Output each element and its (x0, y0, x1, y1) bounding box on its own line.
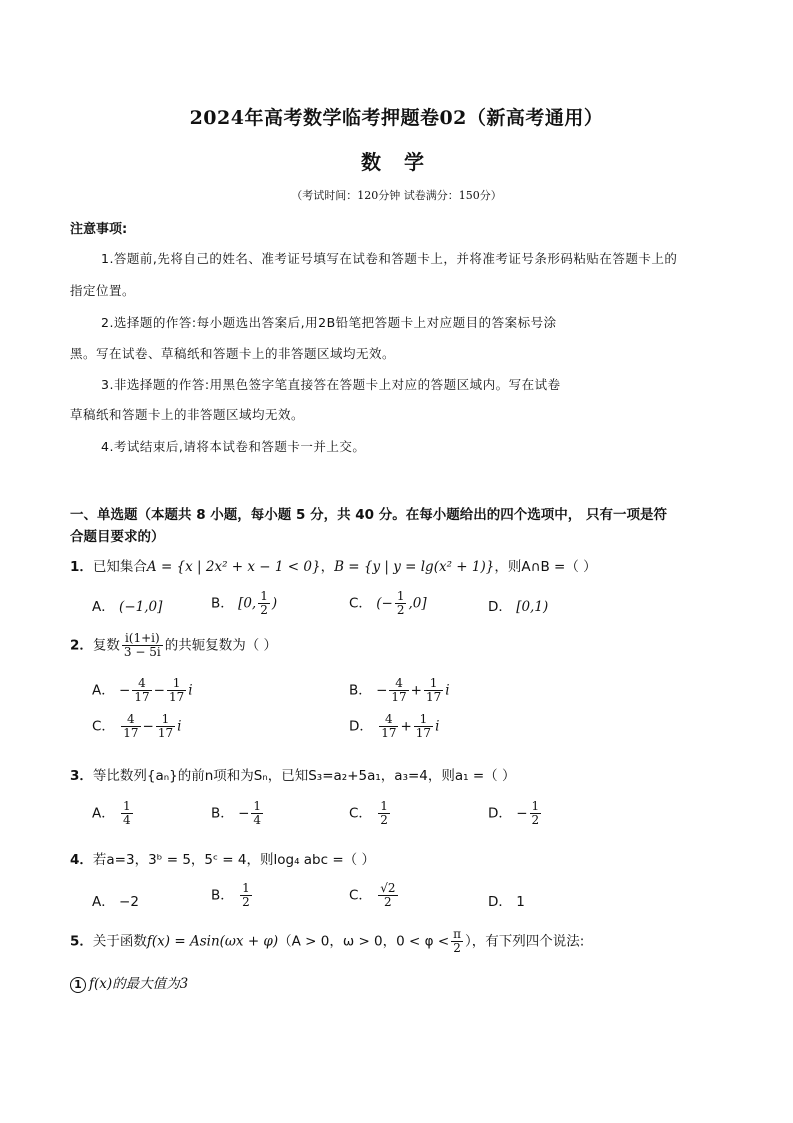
fraction (530, 800, 542, 827)
denominator: 4 (123, 813, 131, 828)
q2-option-b (349, 677, 450, 704)
denominator: 2 (380, 813, 388, 828)
denominator: 4 (253, 813, 262, 828)
question-number: 1． (70, 559, 93, 575)
operator: − (153, 682, 165, 699)
numerator: 1 (167, 677, 186, 691)
notice-line-3b: 草稿纸和答题卡上的非答题区域均无效。 (70, 407, 305, 422)
option-value: [0, (238, 595, 257, 612)
fraction (395, 590, 407, 617)
question-tail: 的共轭复数为（ ） (164, 637, 277, 654)
denominator: 2 (396, 603, 405, 618)
denominator: 17 (425, 690, 442, 705)
denominator: 2 (260, 603, 268, 618)
denominator: 17 (134, 690, 150, 705)
question-5 (70, 928, 584, 955)
option-label: D． (488, 894, 512, 910)
notice-line-1: 1.答题前,先将自己的姓名、准考证号填写在试卷和答题卡上，并将准考证号条形码粘贴在答题卡上的 (101, 251, 678, 266)
option-value: (− (376, 595, 393, 612)
notice-heading: 注意事项: (70, 222, 128, 237)
statement-text: f(x)的最大值为3 (89, 976, 189, 992)
page-title: 2024年高考数学临考押题卷02（新高考通用） (189, 107, 604, 129)
numerator: 1 (253, 799, 262, 813)
numerator: 1 (156, 713, 175, 727)
question-text: 复数 (92, 637, 120, 654)
q5-statement-1 (70, 972, 188, 993)
question-3 (70, 764, 515, 784)
sign: − (238, 805, 250, 822)
numerator: 1 (424, 677, 443, 691)
option-label: A． (92, 599, 115, 615)
question-number: 5． (70, 933, 93, 950)
question-2 (70, 632, 277, 659)
fraction (240, 882, 252, 909)
notice-line-3: 3.非选择题的作答:用黑色签字笔直接答在答题卡上对应的答题区域内。写在试卷 (101, 377, 561, 392)
subject-title: 数 学 (361, 150, 432, 174)
option-value: ,0] (408, 595, 427, 612)
denominator: 17 (381, 726, 397, 741)
question-text: 已知集合 (92, 559, 147, 575)
numerator: 4 (379, 713, 398, 727)
denominator: 2 (531, 813, 540, 828)
question-1 (70, 555, 597, 575)
numerator: 1 (531, 799, 540, 813)
condition: （A > 0，ω > 0，0 < φ < (278, 933, 450, 950)
numerator: √2 (380, 881, 396, 895)
numerator: 1 (123, 799, 131, 813)
option-label: D． (349, 718, 373, 735)
numerator: π (453, 927, 462, 941)
notice-line-1b: 指定位置。 (70, 283, 136, 298)
sign: − (376, 682, 388, 699)
fraction (379, 713, 398, 740)
q1-option-c (349, 590, 427, 617)
separator: ， (320, 559, 335, 575)
q3-option-c (349, 800, 392, 827)
q4-option-d (488, 890, 525, 910)
option-label: C． (349, 887, 372, 904)
imaginary-unit: i (445, 682, 450, 699)
denominator: 2 (453, 941, 461, 956)
notice-line-2b: 黑。写在试卷、草稿纸和答题卡上的非答题区域均无效。 (70, 346, 396, 361)
numerator: 4 (121, 713, 140, 727)
option-label: A． (92, 682, 115, 699)
question-text: 关于函数 (92, 933, 147, 950)
q4-option-c (349, 882, 400, 909)
numerator: 1 (242, 881, 250, 895)
denominator: 17 (123, 726, 139, 741)
fraction (378, 800, 390, 827)
notice-line-4: 4.考试结束后,请将本试卷和答题卡一并上交。 (101, 439, 366, 454)
question-tail: ，则A∩B =（ ） (494, 559, 597, 575)
set-b: B = {y | y = lg(x² + 1)} (334, 559, 495, 575)
section-heading: 一、单选题（本题共 8 小题，每小题 5 分，共 40 分。在每小题给出的四个选项中， 只有一项是符 (70, 507, 667, 523)
fraction (424, 677, 443, 704)
fraction (121, 713, 140, 740)
option-label: D． (488, 805, 512, 822)
q1-option-a (92, 595, 162, 615)
function-expression: f(x) = Asin(ωx + φ) (146, 933, 279, 950)
q1-option-d (488, 595, 548, 615)
fraction (258, 590, 270, 617)
fraction (156, 713, 175, 740)
fraction (251, 800, 263, 827)
fraction (414, 713, 433, 740)
question-number: 4． (70, 852, 93, 868)
q2-option-c (92, 713, 181, 740)
sign: − (516, 805, 528, 822)
denominator: 17 (157, 726, 174, 741)
imaginary-unit: i (188, 682, 193, 699)
notice-line-2: 2.选择题的作答:每小题选出答案后,用2B铅笔把答题卡上对应题目的答案标号涂 (101, 315, 557, 330)
fraction (132, 677, 151, 704)
option-label: A． (92, 805, 115, 822)
option-label: C． (92, 718, 115, 735)
imaginary-unit: i (435, 718, 440, 735)
circled-number: 1 (70, 977, 86, 993)
operator: + (400, 718, 412, 735)
imaginary-unit: i (177, 718, 182, 735)
question-text: 等比数列{aₙ}的前n项和为Sₙ，已知S₃=a₂+5a₁，a₃=4，则a₁ =（ ） (92, 768, 516, 784)
option-label: B． (211, 805, 234, 822)
numerator: i(1+i) (122, 632, 163, 646)
q3-option-b (211, 800, 265, 827)
q1-option-b (211, 590, 277, 617)
question-number: 2． (70, 637, 93, 654)
operator: + (410, 682, 422, 699)
sign: − (119, 682, 131, 699)
option-value: (−1,0] (119, 599, 163, 615)
q3-option-a (92, 800, 135, 827)
denominator: 17 (168, 690, 185, 705)
q2-option-a (92, 677, 193, 704)
denominator: 2 (384, 895, 392, 910)
section-heading-cont: 合题目要求的） (70, 529, 165, 545)
question-tail: ），有下列四个说法: (465, 933, 585, 950)
fraction (167, 677, 186, 704)
denominator: 2 (242, 895, 250, 910)
option-value: 1 (516, 894, 525, 910)
operator: − (142, 718, 154, 735)
denominator: 3 − 5i (123, 645, 161, 660)
option-label: B． (349, 682, 372, 699)
numerator: 4 (389, 677, 408, 691)
option-value: ) (271, 595, 278, 612)
q2-option-d (349, 713, 439, 740)
question-number: 3． (70, 768, 93, 784)
fraction (389, 677, 408, 704)
option-label: B． (211, 595, 234, 612)
exam-info: （考试时间：120分钟 试卷满分：150分） (291, 189, 502, 202)
option-value: −2 (119, 894, 139, 910)
option-label: B． (211, 887, 234, 904)
fraction (378, 882, 397, 909)
numerator: 1 (260, 589, 268, 603)
set-a: A = {x | 2x² + x − 1 < 0} (146, 559, 321, 575)
q4-option-a (92, 890, 139, 910)
fraction (121, 800, 133, 827)
option-label: D． (488, 599, 512, 615)
numerator: 1 (396, 589, 405, 603)
numerator: 4 (132, 677, 151, 691)
numerator: 1 (414, 713, 433, 727)
q3-option-d (488, 800, 543, 827)
denominator: 17 (391, 690, 407, 705)
option-label: A． (92, 894, 115, 910)
q4-option-b (211, 882, 254, 909)
denominator: 17 (415, 726, 432, 741)
question-4 (70, 848, 375, 868)
fraction (122, 632, 163, 659)
fraction (451, 928, 463, 955)
question-text: 若a=3，3ᵇ = 5，5ᶜ = 4，则log₄ abc =（ ） (92, 852, 375, 868)
option-value: [0,1) (516, 599, 549, 615)
option-label: C． (349, 805, 372, 822)
numerator: 1 (380, 799, 388, 813)
option-label: C． (349, 595, 372, 612)
